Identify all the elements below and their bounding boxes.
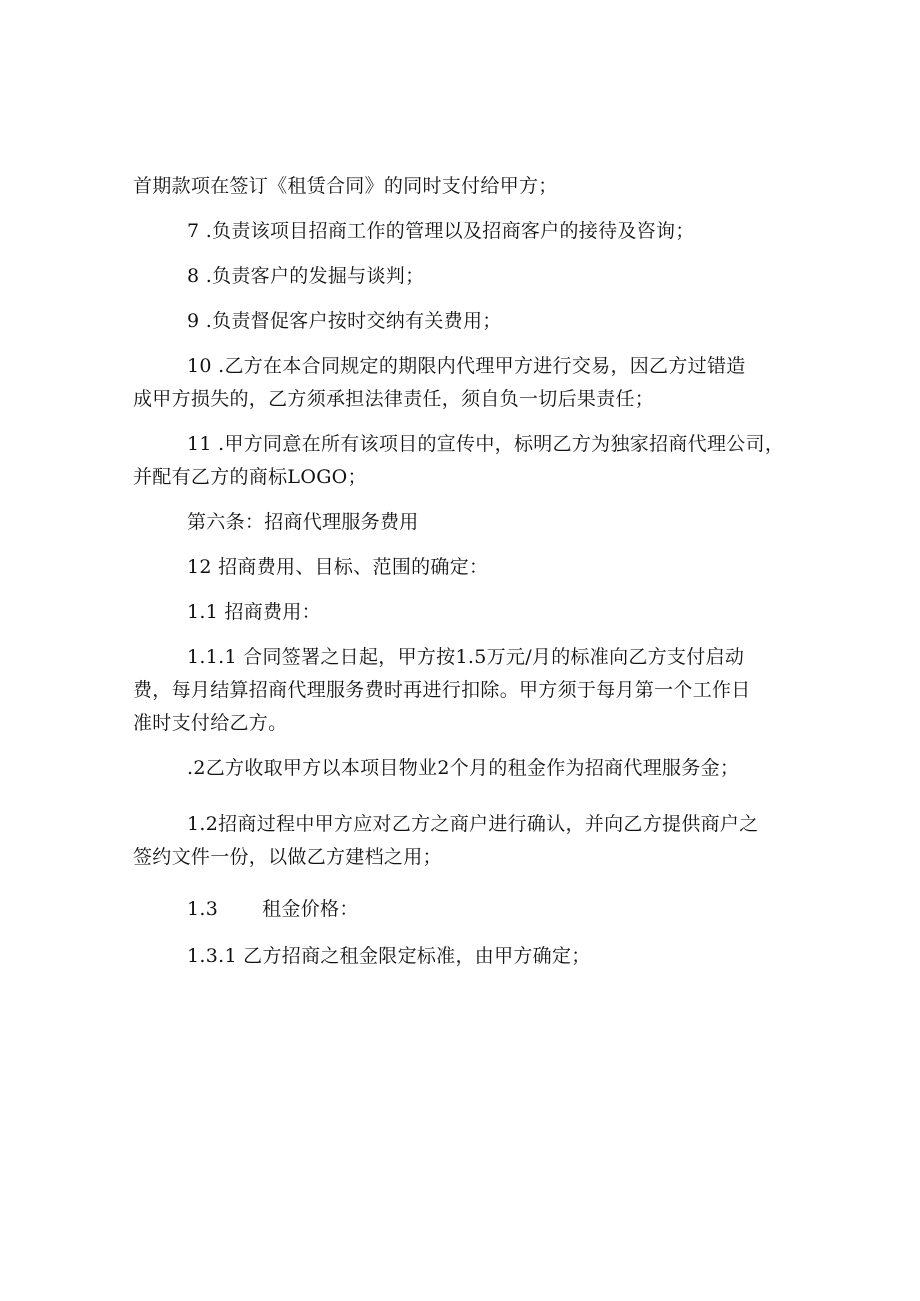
clause-number: 1.3: [187, 898, 219, 920]
clause-1-3-1: 1.3.1 乙方招商之租金限定标准，由甲方确定；: [187, 945, 591, 967]
list-item-8: 8 .负责客户的发掘与谈判；: [187, 265, 425, 287]
list-item-11: 11 .甲方同意在所有该项目的宣传中，标明乙方为独家招商代理公司，: [187, 433, 785, 455]
clause-1-3: [187, 897, 359, 921]
section-heading: 第六条：招商代理服务费用: [187, 511, 419, 533]
clause-1-1: 1.1 招商费用：: [187, 601, 321, 623]
clause-1-2-continued: 签约文件一份，以做乙方建档之用；: [133, 846, 442, 868]
clause-1-1-2: .2乙方收取甲方以本项目物业2个月的租金作为招商代理服务金；: [187, 757, 740, 779]
clause-1-1-1-continued: 准时支付给乙方。: [133, 712, 288, 734]
list-item-9: 9 .负责督促客户按时交纳有关费用；: [187, 310, 502, 332]
list-item-12: 12 招商费用、目标、范围的确定：: [187, 556, 489, 578]
list-item-10: 10 .乙方在本合同规定的期限内代理甲方进行交易，因乙方过错造: [187, 355, 746, 377]
list-item-11-continued: 并配有乙方的商标LOGO；: [133, 466, 367, 488]
clause-title: 租金价格：: [262, 898, 359, 920]
list-item-10-continued: 成甲方损失的，乙方须承担法律责任，须自负一切后果责任；: [133, 388, 655, 410]
paragraph-line: 首期款项在签订《租赁合同》的同时支付给甲方；: [133, 175, 558, 197]
clause-1-1-1-continued: 费，每月结算招商代理服务费时再进行扣除。甲方须于每月第一个工作日: [133, 679, 751, 701]
clause-1-2: 1.2招商过程中甲方应对乙方之商户进行确认，并向乙方提供商户之: [187, 813, 759, 835]
clause-1-1-1: 1.1.1 合同签署之日起，甲方按1.5万元/月的标准向乙方支付启动: [187, 646, 745, 668]
list-item-7: 7 .负责该项目招商工作的管理以及招商客户的接待及咨询；: [187, 220, 695, 242]
